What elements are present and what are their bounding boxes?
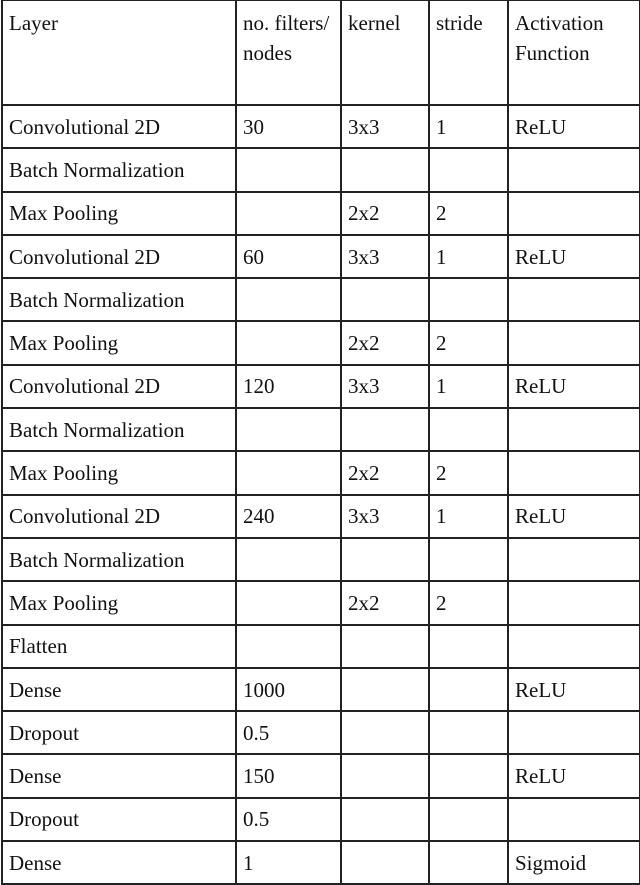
layer-cell: Max Pooling (2, 451, 236, 494)
stride-cell (429, 798, 508, 841)
filters-cell: 150 (236, 754, 341, 797)
kernel-cell (341, 841, 429, 884)
table-row (2, 841, 640, 884)
filters-cell: 0.5 (236, 711, 341, 754)
table-row (2, 235, 640, 278)
stride-cell: 2 (429, 192, 508, 235)
stride-cell (429, 668, 508, 711)
activation-cell (508, 538, 640, 581)
filters-cell (236, 278, 341, 321)
table-row (2, 625, 640, 668)
filters-cell: 60 (236, 235, 341, 278)
kernel-cell (341, 798, 429, 841)
header-stride: stride (429, 1, 508, 106)
kernel-cell: 2x2 (341, 192, 429, 235)
table-row (2, 754, 640, 797)
filters-cell (236, 148, 341, 191)
header-filters-nodes: no. filters/ nodes (236, 1, 341, 106)
filters-cell (236, 581, 341, 624)
table-row (2, 798, 640, 841)
header-kernel: kernel (341, 1, 429, 106)
table-body (2, 105, 640, 884)
kernel-cell (341, 278, 429, 321)
kernel-cell (341, 625, 429, 668)
layer-cell: Max Pooling (2, 192, 236, 235)
header-activation: Activation Function (508, 1, 640, 106)
kernel-cell: 2x2 (341, 321, 429, 364)
stride-cell: 1 (429, 495, 508, 538)
layer-cell: Convolutional 2D (2, 495, 236, 538)
layer-cell: Dense (2, 841, 236, 884)
table-row (2, 105, 640, 148)
stride-cell (429, 625, 508, 668)
stride-cell (429, 711, 508, 754)
kernel-cell (341, 668, 429, 711)
activation-cell (508, 451, 640, 494)
activation-cell (508, 581, 640, 624)
table-row (2, 581, 640, 624)
table-row (2, 321, 640, 364)
activation-cell: ReLU (508, 754, 640, 797)
layer-cell: Convolutional 2D (2, 365, 236, 408)
stride-cell: 1 (429, 365, 508, 408)
layer-cell: Dropout (2, 711, 236, 754)
layer-cell: Convolutional 2D (2, 235, 236, 278)
table-row (2, 668, 640, 711)
kernel-cell: 2x2 (341, 451, 429, 494)
stride-cell (429, 408, 508, 451)
activation-cell: ReLU (508, 668, 640, 711)
stride-cell (429, 538, 508, 581)
filters-cell (236, 408, 341, 451)
activation-cell: ReLU (508, 495, 640, 538)
filters-cell (236, 538, 341, 581)
layer-cell: Dense (2, 754, 236, 797)
kernel-cell (341, 711, 429, 754)
stride-cell: 2 (429, 321, 508, 364)
stride-cell (429, 841, 508, 884)
stride-cell: 1 (429, 105, 508, 148)
kernel-cell (341, 754, 429, 797)
filters-cell (236, 625, 341, 668)
stride-cell: 1 (429, 235, 508, 278)
kernel-cell (341, 538, 429, 581)
activation-cell: ReLU (508, 235, 640, 278)
filters-cell: 120 (236, 365, 341, 408)
kernel-cell: 2x2 (341, 581, 429, 624)
filters-cell: 240 (236, 495, 341, 538)
activation-cell (508, 625, 640, 668)
table-row (2, 148, 640, 191)
table-row (2, 365, 640, 408)
stride-cell: 2 (429, 581, 508, 624)
stride-cell (429, 278, 508, 321)
activation-cell (508, 798, 640, 841)
activation-cell (508, 408, 640, 451)
activation-cell (508, 278, 640, 321)
table-row (2, 192, 640, 235)
layer-architecture-table (1, 0, 640, 885)
layer-cell: Batch Normalization (2, 538, 236, 581)
layer-cell: Max Pooling (2, 581, 236, 624)
activation-cell (508, 711, 640, 754)
table-row (2, 278, 640, 321)
layer-cell: Batch Normalization (2, 148, 236, 191)
layer-cell: Batch Normalization (2, 278, 236, 321)
table-row (2, 711, 640, 754)
kernel-cell: 3x3 (341, 495, 429, 538)
filters-cell: 30 (236, 105, 341, 148)
layer-cell: Flatten (2, 625, 236, 668)
activation-cell (508, 192, 640, 235)
kernel-cell: 3x3 (341, 235, 429, 278)
stride-cell (429, 754, 508, 797)
layer-cell: Dense (2, 668, 236, 711)
header-row (2, 1, 640, 106)
table-row (2, 451, 640, 494)
filters-cell: 1 (236, 841, 341, 884)
filters-cell (236, 451, 341, 494)
activation-cell: ReLU (508, 365, 640, 408)
layer-cell: Convolutional 2D (2, 105, 236, 148)
header-layer: Layer (2, 1, 236, 106)
activation-cell: ReLU (508, 105, 640, 148)
filters-cell (236, 192, 341, 235)
table-row (2, 495, 640, 538)
activation-cell (508, 321, 640, 364)
kernel-cell: 3x3 (341, 365, 429, 408)
activation-cell (508, 148, 640, 191)
table-row (2, 408, 640, 451)
filters-cell (236, 321, 341, 364)
stride-cell (429, 148, 508, 191)
table-row (2, 538, 640, 581)
kernel-cell (341, 408, 429, 451)
kernel-cell: 3x3 (341, 105, 429, 148)
layer-cell: Dropout (2, 798, 236, 841)
filters-cell: 0.5 (236, 798, 341, 841)
stride-cell: 2 (429, 451, 508, 494)
layer-cell: Max Pooling (2, 321, 236, 364)
activation-cell: Sigmoid (508, 841, 640, 884)
layer-cell: Batch Normalization (2, 408, 236, 451)
kernel-cell (341, 148, 429, 191)
filters-cell: 1000 (236, 668, 341, 711)
